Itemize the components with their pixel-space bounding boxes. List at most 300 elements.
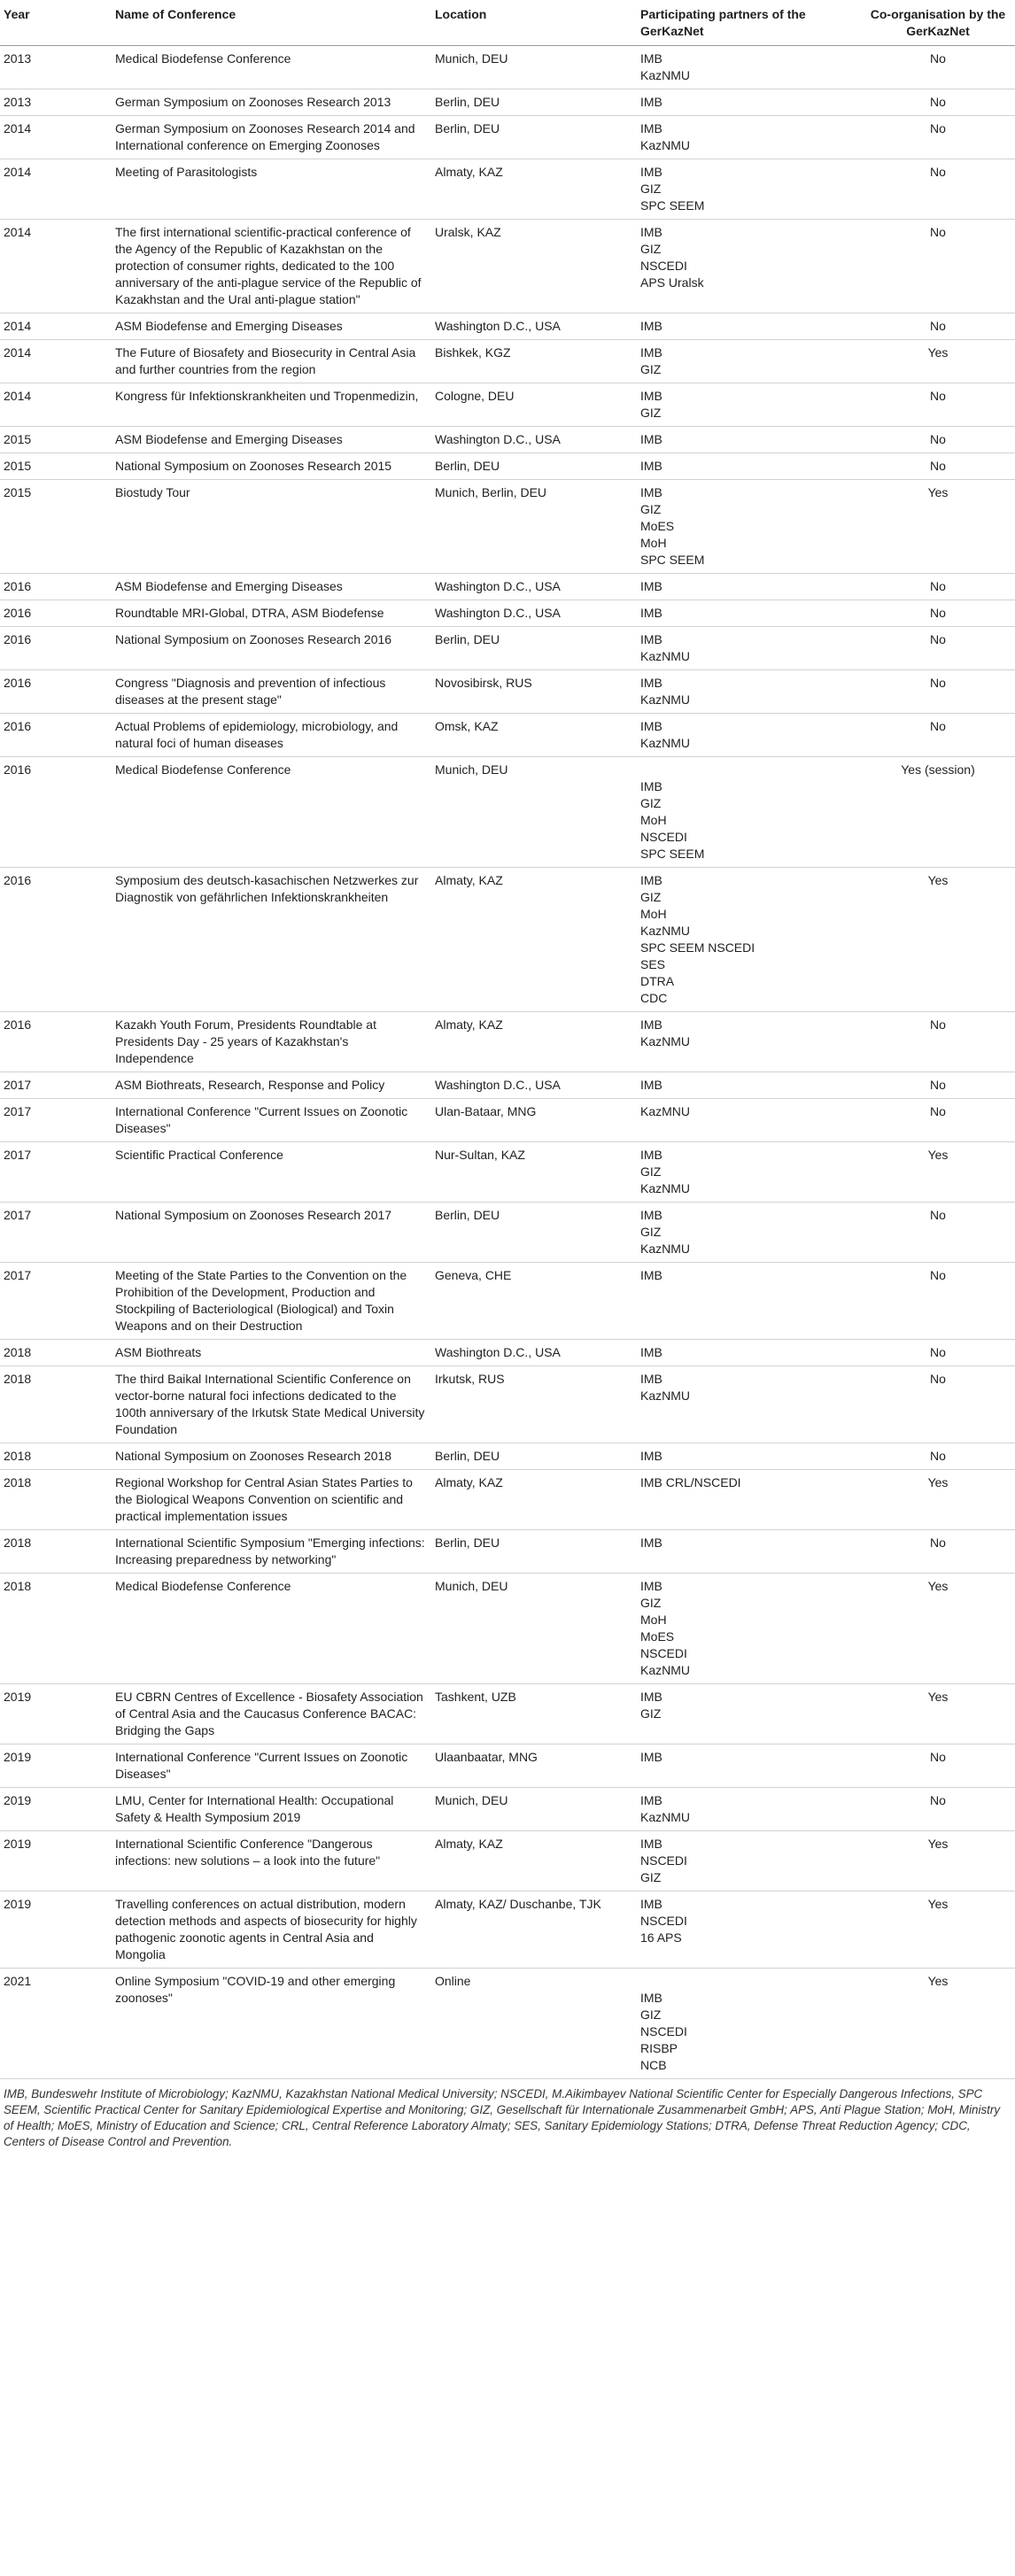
partner-item: IMB: [640, 121, 662, 135]
cell-co-organisation: No: [863, 1443, 1015, 1470]
partner-item: DTRA: [640, 974, 675, 988]
cell-conference-name: Symposium des deutsch-kasachischen Netzwerkes zur Diagnostik von gefährlichen Infektionskrankheiten: [112, 868, 431, 1012]
table-row: [0, 46, 1015, 89]
cell-location: Berlin, DEU: [431, 1443, 637, 1470]
cell-year: 2014: [0, 116, 112, 159]
table-row: [0, 757, 1015, 868]
cell-conference-name: German Symposium on Zoonoses Research 2013: [112, 89, 431, 116]
cell-co-organisation: No: [863, 574, 1015, 600]
table-footnote: IMB, Bundeswehr Institute of Microbiology; KazNMU, Kazakhstan National Medical University; NSCEDI, M.Aikimbayev National Scientific Center for Especially Dangerous Infections, SPC SEEM, Scientific Practical Center for Sanitary Epidemiological Expertise and Monitoring; GIZ, Gesellschaft für Internationale Zusammenarbeit GmbH; APS, Anti Plague Station; MoH, Ministry of Health; MoES, Ministry of Education and Science; CRL, Central Reference Laboratory Almaty; SES, Sanitary Epidemiology Stations; DTRA, Defense Threat Reduction Agency; CDC, Centers of Disease Control and Prevention.: [4, 2087, 1001, 2148]
cell-year: 2016: [0, 574, 112, 600]
cell-conference-name: German Symposium on Zoonoses Research 2014 and International conference on Emerging Zoonoses: [112, 116, 431, 159]
header-row: [0, 0, 1015, 46]
partner-item: KazNMU: [640, 138, 691, 152]
cell-partners: [637, 453, 863, 480]
cell-year: 2016: [0, 868, 112, 1012]
cell-location: Washington D.C., USA: [431, 313, 637, 340]
cell-location: Online: [431, 1969, 637, 2079]
cell-year: 2017: [0, 1142, 112, 1203]
cell-conference-name: The first international scientific-practical conference of the Agency of the Republic of Kazakhstan on the protection of consumer rights, dedicated to the 100 anniversary of the anti-plague service of the Republic of Kazakhstan and the Ural anti-plague station": [112, 220, 431, 313]
partner-item: NSCEDI: [640, 2024, 687, 2038]
table-row: [0, 1263, 1015, 1340]
partner-item: GIZ: [640, 1870, 662, 1884]
table-row: [0, 1340, 1015, 1366]
partner-item: RISBP: [640, 2041, 678, 2055]
partner-item: IMB: [640, 1208, 662, 1222]
partner-item: KazNMU: [640, 692, 691, 707]
cell-location: Bishkek, KGZ: [431, 340, 637, 383]
cell-co-organisation: Yes: [863, 868, 1015, 1012]
partner-item: IMB: [640, 1897, 662, 1911]
cell-conference-name: National Symposium on Zoonoses Research 2018: [112, 1443, 431, 1470]
cell-partners: [637, 116, 863, 159]
cell-year: 2015: [0, 480, 112, 574]
partner-item: GIZ: [640, 1596, 662, 1610]
cell-conference-name: International Scientific Conference "Dangerous infections: new solutions – a look into the future": [112, 1831, 431, 1891]
cell-conference-name: Biostudy Tour: [112, 480, 431, 574]
partner-item: IMB: [640, 51, 662, 66]
cell-location: Almaty, KAZ: [431, 868, 637, 1012]
partner-item: SPC SEEM NSCEDI: [640, 940, 755, 955]
cell-conference-name: ASM Biodefense and Emerging Diseases: [112, 313, 431, 340]
cell-location: Washington D.C., USA: [431, 427, 637, 453]
table-row: [0, 1891, 1015, 1969]
table-row: [0, 1530, 1015, 1574]
cell-conference-name: Scientific Practical Conference: [112, 1142, 431, 1203]
cell-co-organisation: No: [863, 427, 1015, 453]
partner-item: KazNMU: [640, 1389, 691, 1403]
cell-partners: [637, 383, 863, 427]
table-row: [0, 670, 1015, 714]
cell-partners: [637, 1969, 863, 2079]
cell-conference-name: National Symposium on Zoonoses Research 2015: [112, 453, 431, 480]
cell-conference-name: LMU, Center for International Health: Occupational Safety & Health Symposium 2019: [112, 1788, 431, 1831]
partner-item: MoES: [640, 1629, 675, 1644]
table-row: [0, 600, 1015, 627]
table-row: [0, 340, 1015, 383]
cell-year: 2017: [0, 1072, 112, 1099]
partner-item: IMB: [640, 1345, 662, 1359]
table-row: [0, 1831, 1015, 1891]
cell-conference-name: International Conference "Current Issues on Zoonotic Diseases": [112, 1744, 431, 1788]
partner-item: CDC: [640, 991, 668, 1005]
cell-conference-name: The third Baikal International Scientific Conference on vector-borne natural foci infections dedicated to the 100th anniversary of the Irkutsk State Medical University Foundation: [112, 1366, 431, 1443]
cell-co-organisation: Yes: [863, 1142, 1015, 1203]
cell-location: Berlin, DEU: [431, 453, 637, 480]
cell-conference-name: Roundtable MRI-Global, DTRA, ASM Biodefense: [112, 600, 431, 627]
table-row: [0, 480, 1015, 574]
cell-location: Ulan-Bataar, MNG: [431, 1099, 637, 1142]
cell-year: 2018: [0, 1366, 112, 1443]
cell-partners: [637, 159, 863, 220]
cell-conference-name: Medical Biodefense Conference: [112, 757, 431, 868]
cell-co-organisation: No: [863, 1744, 1015, 1788]
cell-partners: [637, 340, 863, 383]
partner-item: SPC SEEM: [640, 847, 705, 861]
partner-item: MoH: [640, 1613, 667, 1627]
header-year: Year: [0, 0, 112, 46]
partner-item: GIZ: [640, 182, 662, 196]
cell-co-organisation: No: [863, 46, 1015, 89]
cell-partners: [637, 89, 863, 116]
cell-co-organisation: Yes: [863, 1831, 1015, 1891]
partner-item: KazMNU: [640, 1104, 691, 1118]
cell-year: 2015: [0, 453, 112, 480]
cell-year: 2017: [0, 1099, 112, 1142]
cell-conference-name: Medical Biodefense Conference: [112, 46, 431, 89]
partner-item: [640, 762, 857, 778]
cell-location: Berlin, DEU: [431, 1203, 637, 1263]
cell-conference-name: Regional Workshop for Central Asian States Parties to the Biological Weapons Convention on scientific and practical implementation issues: [112, 1470, 431, 1530]
cell-partners: [637, 46, 863, 89]
cell-conference-name: Meeting of the State Parties to the Convention on the Prohibition of the Development, Production and Stockpiling of Bacteriological (Biological) and Toxin Weapons and on their Destruction: [112, 1263, 431, 1340]
partner-item: IMB: [640, 1449, 662, 1463]
cell-partners: [637, 1366, 863, 1443]
cell-co-organisation: No: [863, 453, 1015, 480]
cell-year: 2019: [0, 1831, 112, 1891]
table-row: [0, 1744, 1015, 1788]
partner-item: IMB: [640, 1750, 662, 1764]
cell-conference-name: ASM Biodefense and Emerging Diseases: [112, 427, 431, 453]
cell-location: Berlin, DEU: [431, 1530, 637, 1574]
cell-location: Almaty, KAZ/ Duschanbe, TJK: [431, 1891, 637, 1969]
cell-co-organisation: No: [863, 627, 1015, 670]
partner-item: IMB: [640, 95, 662, 109]
cell-year: 2019: [0, 1891, 112, 1969]
cell-location: Berlin, DEU: [431, 627, 637, 670]
partner-item: IMB: [640, 719, 662, 733]
cell-conference-name: Congress "Diagnosis and prevention of infectious diseases at the present stage": [112, 670, 431, 714]
table-row: [0, 1366, 1015, 1443]
cell-location: Almaty, KAZ: [431, 1831, 637, 1891]
cell-partners: [637, 600, 863, 627]
cell-location: Ulaanbaatar, MNG: [431, 1744, 637, 1788]
cell-partners: [637, 1443, 863, 1470]
table-row: [0, 159, 1015, 220]
partner-item: KazNMU: [640, 1181, 691, 1195]
header-location: Location: [431, 0, 637, 46]
cell-conference-name: Kongress für Infektionskrankheiten und Tropenmedizin,: [112, 383, 431, 427]
cell-location: Berlin, DEU: [431, 89, 637, 116]
cell-year: 2018: [0, 1340, 112, 1366]
partner-item: NSCEDI: [640, 259, 687, 273]
cell-location: Berlin, DEU: [431, 116, 637, 159]
partner-item: IMB: [640, 606, 662, 620]
cell-conference-name: ASM Biodefense and Emerging Diseases: [112, 574, 431, 600]
partner-item: GIZ: [640, 406, 662, 420]
partner-item: IMB: [640, 1991, 662, 2005]
partner-item: APS Uralsk: [640, 275, 704, 290]
cell-partners: [637, 1142, 863, 1203]
partner-item: KazNMU: [640, 649, 691, 663]
cell-partners: [637, 714, 863, 757]
cell-location: Almaty, KAZ: [431, 1012, 637, 1072]
cell-location: Washington D.C., USA: [431, 1072, 637, 1099]
cell-year: 2016: [0, 627, 112, 670]
cell-partners: [637, 1263, 863, 1340]
cell-location: Washington D.C., USA: [431, 1340, 637, 1366]
partner-item: IMB: [640, 1268, 662, 1282]
table-row: [0, 1072, 1015, 1099]
cell-co-organisation: Yes: [863, 1969, 1015, 2079]
partner-item: IMB: [640, 485, 662, 499]
cell-conference-name: Travelling conferences on actual distribution, modern detection methods and aspects of biosecurity for highly pathogenic zoonotic agents in Central Asia and Mongolia: [112, 1891, 431, 1969]
cell-conference-name: National Symposium on Zoonoses Research 2016: [112, 627, 431, 670]
cell-co-organisation: Yes: [863, 1574, 1015, 1684]
table-row: [0, 383, 1015, 427]
cell-co-organisation: No: [863, 159, 1015, 220]
table-row: [0, 1099, 1015, 1142]
cell-partners: [637, 627, 863, 670]
cell-year: 2019: [0, 1788, 112, 1831]
cell-year: 2018: [0, 1574, 112, 1684]
table-row: [0, 868, 1015, 1012]
partner-item: IMB: [640, 1837, 662, 1851]
header-participating-partners: Participating partners of the GerKazNet: [637, 0, 863, 46]
table-row: [0, 627, 1015, 670]
partner-item: MoH: [640, 536, 667, 550]
cell-partners: [637, 1744, 863, 1788]
cell-co-organisation: No: [863, 383, 1015, 427]
cell-conference-name: International Scientific Symposium "Emerging infections: Increasing preparedness by networking": [112, 1530, 431, 1574]
table-row: [0, 1203, 1015, 1263]
partner-item: NSCEDI: [640, 830, 687, 844]
cell-partners: [637, 1530, 863, 1574]
cell-year: 2017: [0, 1263, 112, 1340]
cell-co-organisation: Yes: [863, 480, 1015, 574]
cell-co-organisation: No: [863, 670, 1015, 714]
cell-partners: [637, 427, 863, 453]
partner-item: IMB: [640, 1017, 662, 1032]
cell-co-organisation: No: [863, 1530, 1015, 1574]
cell-partners: [637, 1072, 863, 1099]
partner-item: KazNMU: [640, 1810, 691, 1824]
partner-item: SPC SEEM: [640, 553, 705, 567]
cell-year: 2018: [0, 1443, 112, 1470]
partner-item: IMB: [640, 779, 662, 793]
cell-partners: [637, 1203, 863, 1263]
table-row: [0, 313, 1015, 340]
cell-year: 2017: [0, 1203, 112, 1263]
cell-co-organisation: No: [863, 89, 1015, 116]
cell-co-organisation: Yes: [863, 340, 1015, 383]
partner-item: IMB: [640, 1536, 662, 1550]
partner-item: IMB: [640, 1148, 662, 1162]
partner-item: IMB: [640, 1690, 662, 1704]
cell-partners: [637, 1684, 863, 1744]
partner-item: IMB: [640, 432, 662, 446]
cell-co-organisation: No: [863, 313, 1015, 340]
table-row: [0, 574, 1015, 600]
cell-conference-name: Meeting of Parasitologists: [112, 159, 431, 220]
cell-co-organisation: No: [863, 1340, 1015, 1366]
partner-item: IMB: [640, 873, 662, 887]
cell-partners: [637, 1574, 863, 1684]
cell-conference-name: The Future of Biosafety and Biosecurity in Central Asia and further countries from the region: [112, 340, 431, 383]
cell-partners: [637, 670, 863, 714]
partner-item: KazNMU: [640, 736, 691, 750]
cell-co-organisation: No: [863, 600, 1015, 627]
partner-item: GIZ: [640, 796, 662, 810]
table-row: [0, 1574, 1015, 1684]
table-row: [0, 1470, 1015, 1530]
partner-item: SPC SEEM: [640, 198, 705, 213]
partner-item: GIZ: [640, 890, 662, 904]
cell-year: 2019: [0, 1684, 112, 1744]
cell-year: 2018: [0, 1530, 112, 1574]
cell-location: Munich, Berlin, DEU: [431, 480, 637, 574]
cell-year: 2013: [0, 46, 112, 89]
cell-year: 2019: [0, 1744, 112, 1788]
partner-item: IMB: [640, 1078, 662, 1092]
table-header: [0, 0, 1015, 46]
table-row: [0, 1969, 1015, 2079]
partner-item: KazNMU: [640, 1034, 691, 1048]
cell-co-organisation: No: [863, 1366, 1015, 1443]
cell-partners: [637, 574, 863, 600]
partner-item: NSCEDI: [640, 1853, 687, 1868]
cell-year: 2015: [0, 427, 112, 453]
cell-year: 2014: [0, 220, 112, 313]
cell-location: Washington D.C., USA: [431, 600, 637, 627]
partner-item: GIZ: [640, 502, 662, 516]
partner-item: IMB: [640, 1793, 662, 1807]
cell-co-organisation: No: [863, 1788, 1015, 1831]
cell-location: Nur-Sultan, KAZ: [431, 1142, 637, 1203]
cell-location: Munich, DEU: [431, 1788, 637, 1831]
cell-location: Almaty, KAZ: [431, 1470, 637, 1530]
partner-item: GIZ: [640, 2007, 662, 2022]
cell-location: Irkutsk, RUS: [431, 1366, 637, 1443]
cell-partners: [637, 480, 863, 574]
partner-item: SES: [640, 957, 666, 971]
partner-item: IMB: [640, 389, 662, 403]
cell-co-organisation: Yes: [863, 1470, 1015, 1530]
cell-partners: [637, 1831, 863, 1891]
partner-item: IMB: [640, 345, 662, 360]
cell-co-organisation: Yes: [863, 1891, 1015, 1969]
cell-location: Almaty, KAZ: [431, 159, 637, 220]
partner-item: MoH: [640, 907, 667, 921]
partner-item: IMB: [640, 676, 662, 690]
table-row: [0, 1012, 1015, 1072]
partner-item: 16 APS: [640, 1930, 682, 1945]
cell-location: Cologne, DEU: [431, 383, 637, 427]
cell-co-organisation: Yes: [863, 1684, 1015, 1744]
cell-location: Novosibirsk, RUS: [431, 670, 637, 714]
cell-co-organisation: No: [863, 714, 1015, 757]
cell-location: Tashkent, UZB: [431, 1684, 637, 1744]
cell-year: 2016: [0, 670, 112, 714]
cell-co-organisation: No: [863, 1099, 1015, 1142]
table-row: [0, 427, 1015, 453]
cell-conference-name: ASM Biothreats: [112, 1340, 431, 1366]
cell-co-organisation: No: [863, 116, 1015, 159]
cell-conference-name: EU CBRN Centres of Excellence - Biosafety Association of Central Asia and the Caucasus Conference BACAC: Bridging the Gaps: [112, 1684, 431, 1744]
partner-item: GIZ: [640, 1164, 662, 1179]
partner-item: IMB: [640, 1372, 662, 1386]
cell-partners: [637, 1470, 863, 1530]
partner-item: MoH: [640, 813, 667, 827]
header-co-organisation: Co-organisation by the GerKazNet: [863, 0, 1015, 46]
table-row: [0, 116, 1015, 159]
table-row: [0, 1788, 1015, 1831]
cell-partners: [637, 1891, 863, 1969]
table-row: [0, 89, 1015, 116]
cell-year: 2014: [0, 313, 112, 340]
cell-year: 2016: [0, 1012, 112, 1072]
cell-conference-name: National Symposium on Zoonoses Research 2017: [112, 1203, 431, 1263]
cell-partners: [637, 1012, 863, 1072]
cell-year: 2013: [0, 89, 112, 116]
cell-year: 2016: [0, 600, 112, 627]
table-row: [0, 1443, 1015, 1470]
cell-partners: [637, 313, 863, 340]
cell-year: 2016: [0, 714, 112, 757]
partner-item: GIZ: [640, 362, 662, 376]
cell-partners: [637, 220, 863, 313]
cell-location: Omsk, KAZ: [431, 714, 637, 757]
table-row: [0, 714, 1015, 757]
table-row: [0, 453, 1015, 480]
cell-partners: [637, 1340, 863, 1366]
cell-co-organisation: No: [863, 1012, 1015, 1072]
partner-item: IMB: [640, 225, 662, 239]
partner-item: IMB: [640, 579, 662, 593]
cell-year: 2014: [0, 383, 112, 427]
cell-co-organisation: No: [863, 1072, 1015, 1099]
cell-conference-name: Online Symposium "COVID-19 and other emerging zoonoses": [112, 1969, 431, 2079]
table-body: [0, 46, 1015, 2079]
cell-partners: [637, 1788, 863, 1831]
table-row: [0, 1142, 1015, 1203]
partner-item: KazNMU: [640, 1663, 691, 1677]
cell-year: 2018: [0, 1470, 112, 1530]
cell-conference-name: Kazakh Youth Forum, Presidents Roundtable at Presidents Day - 25 years of Kazakhstan's Independence: [112, 1012, 431, 1072]
partner-item: GIZ: [640, 242, 662, 256]
cell-partners: [637, 868, 863, 1012]
cell-conference-name: Actual Problems of epidemiology, microbiology, and natural foci of human diseases: [112, 714, 431, 757]
partner-item: IMB: [640, 459, 662, 473]
partner-item: GIZ: [640, 1225, 662, 1239]
cell-location: Munich, DEU: [431, 757, 637, 868]
cell-year: 2021: [0, 1969, 112, 2079]
cell-co-organisation: No: [863, 1203, 1015, 1263]
partner-item: IMB: [640, 319, 662, 333]
partner-item: NCB: [640, 2058, 667, 2072]
cell-location: Geneva, CHE: [431, 1263, 637, 1340]
partner-item: GIZ: [640, 1706, 662, 1721]
partner-item: NSCEDI: [640, 1646, 687, 1660]
cell-conference-name: Medical Biodefense Conference: [112, 1574, 431, 1684]
cell-location: Munich, DEU: [431, 46, 637, 89]
cell-location: Uralsk, KAZ: [431, 220, 637, 313]
partner-item: IMB: [640, 632, 662, 646]
cell-partners: [637, 757, 863, 868]
partner-item: KazNMU: [640, 68, 691, 82]
cell-year: 2014: [0, 340, 112, 383]
table-row: [0, 220, 1015, 313]
table-row: [0, 1684, 1015, 1744]
partner-item: KazNMU: [640, 924, 691, 938]
cell-co-organisation: No: [863, 1263, 1015, 1340]
header-conference-name: Name of Conference: [112, 0, 431, 46]
cell-co-organisation: Yes (session): [863, 757, 1015, 868]
cell-location: Washington D.C., USA: [431, 574, 637, 600]
partner-item: IMB CRL/NSCEDI: [640, 1475, 741, 1489]
cell-co-organisation: No: [863, 220, 1015, 313]
cell-year: 2016: [0, 757, 112, 868]
